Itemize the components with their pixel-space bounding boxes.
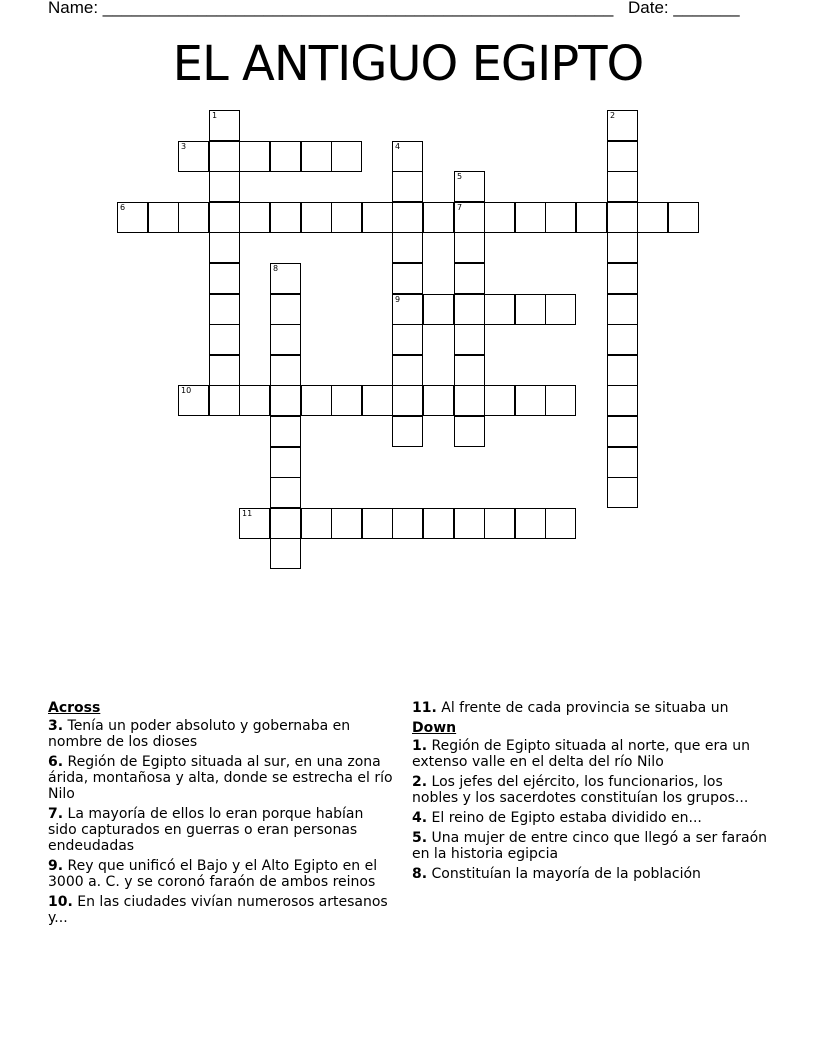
- crossword-cell[interactable]: [545, 385, 576, 416]
- crossword-cell[interactable]: [270, 416, 301, 447]
- clue-text: La mayoría de ellos lo eran porque habían sido capturados en guerras o eran personas endeudadas: [48, 806, 364, 854]
- cell-number: 2: [610, 111, 616, 120]
- crossword-cell[interactable]: [331, 385, 362, 416]
- cell-number: 4: [395, 142, 401, 151]
- clue-across-7: [48, 806, 393, 854]
- crossword-cell[interactable]: [392, 385, 423, 416]
- cell-number: 5: [457, 172, 463, 181]
- cell-number: 6: [120, 203, 126, 212]
- crossword-cell[interactable]: [270, 355, 301, 386]
- crossword-cell[interactable]: [362, 508, 393, 539]
- crossword-cell[interactable]: [270, 141, 301, 172]
- crossword-cell[interactable]: [270, 538, 301, 569]
- crossword-cell[interactable]: [545, 294, 576, 325]
- crossword-cell[interactable]: [209, 294, 240, 325]
- crossword-cell[interactable]: [209, 141, 240, 172]
- crossword-cell[interactable]: [454, 385, 485, 416]
- crossword-cell[interactable]: [607, 447, 638, 478]
- crossword-cell[interactable]: [239, 508, 270, 539]
- crossword-cell[interactable]: [392, 171, 423, 202]
- page-title: EL ANTIGUO EGIPTO: [172, 36, 644, 92]
- crossword-cell[interactable]: [423, 508, 454, 539]
- clue-down-2: [412, 774, 772, 806]
- crossword-cell[interactable]: [209, 324, 240, 355]
- crossword-cell[interactable]: [607, 294, 638, 325]
- crossword-cell[interactable]: [362, 385, 393, 416]
- crossword-cell[interactable]: [607, 385, 638, 416]
- clue-number: 11.: [412, 700, 437, 716]
- crossword-cell[interactable]: [454, 263, 485, 294]
- clue-across-3: [48, 718, 393, 750]
- crossword-cell[interactable]: [607, 355, 638, 386]
- crossword-cell[interactable]: [209, 355, 240, 386]
- clue-number: 9.: [48, 858, 64, 874]
- cell-number: 3: [181, 142, 187, 151]
- clue-text: Al frente de cada provincia se situaba un: [441, 700, 729, 716]
- crossword-cell[interactable]: [362, 202, 393, 233]
- crossword-cell[interactable]: [209, 385, 240, 416]
- clue-across-10: [48, 894, 393, 926]
- clue-number: 10.: [48, 894, 73, 910]
- crossword-cell[interactable]: [209, 171, 240, 202]
- crossword-cell[interactable]: [454, 324, 485, 355]
- clue-number: 3.: [48, 718, 64, 734]
- crossword-cell[interactable]: [392, 416, 423, 447]
- crossword-cell[interactable]: [454, 416, 485, 447]
- crossword-cell[interactable]: [301, 141, 332, 172]
- crossword-cell[interactable]: [454, 171, 485, 202]
- clues-left-column: [48, 700, 393, 930]
- crossword-cell[interactable]: [392, 294, 423, 325]
- crossword-cell[interactable]: [607, 416, 638, 447]
- cell-number: 1: [212, 111, 218, 120]
- down-heading: Down: [412, 720, 457, 736]
- crossword-cell[interactable]: [331, 141, 362, 172]
- crossword-cell[interactable]: [607, 232, 638, 263]
- clue-text: El reino de Egipto estaba dividido en...: [431, 810, 702, 826]
- crossword-cell[interactable]: [392, 202, 423, 233]
- crossword-cell[interactable]: [454, 202, 485, 233]
- clue-down-5: [412, 830, 772, 862]
- name-field-label: Name: ______________________________________________________: [48, 0, 614, 17]
- crossword-cell[interactable]: [270, 508, 301, 539]
- crossword-cell[interactable]: [607, 477, 638, 508]
- clue-text: Tenía un poder absoluto y gobernaba en nombre de los dioses: [48, 718, 351, 750]
- clue-across-11: [412, 700, 772, 716]
- clue-down-4: [412, 810, 772, 826]
- crossword-cell[interactable]: [545, 508, 576, 539]
- crossword-cell[interactable]: [239, 141, 270, 172]
- crossword-cell[interactable]: [607, 263, 638, 294]
- clue-text: Una mujer de entre cinco que llegó a ser faraón en la historia egipcia: [412, 830, 768, 862]
- crossword-cell[interactable]: [209, 110, 240, 141]
- crossword-cell[interactable]: [484, 508, 515, 539]
- cell-number: 10: [181, 386, 192, 395]
- crossword-cell[interactable]: [270, 263, 301, 294]
- clue-number: 5.: [412, 830, 428, 846]
- crossword-cell[interactable]: [270, 324, 301, 355]
- crossword-cell[interactable]: [423, 202, 454, 233]
- crossword-cell[interactable]: [209, 232, 240, 263]
- crossword-cell[interactable]: [239, 202, 270, 233]
- crossword-cell[interactable]: [454, 232, 485, 263]
- crossword-cell[interactable]: [607, 324, 638, 355]
- crossword-cell[interactable]: [454, 508, 485, 539]
- clue-number: 8.: [412, 866, 428, 882]
- crossword-cell[interactable]: [392, 232, 423, 263]
- crossword-cell[interactable]: [515, 385, 546, 416]
- crossword-cell[interactable]: [301, 202, 332, 233]
- crossword-cell[interactable]: [209, 202, 240, 233]
- clue-across-6: [48, 754, 393, 802]
- cell-number: 8: [273, 264, 279, 273]
- crossword-cell[interactable]: [301, 385, 332, 416]
- crossword-cell[interactable]: [515, 294, 546, 325]
- clue-text: Región de Egipto situada al norte, que era un extenso valle en el delta del río Nilo: [412, 738, 750, 770]
- crossword-cell[interactable]: [392, 355, 423, 386]
- clue-number: 1.: [412, 738, 428, 754]
- crossword-cell[interactable]: [454, 355, 485, 386]
- across-heading: Across: [48, 700, 101, 716]
- clue-down-8: [412, 866, 772, 882]
- crossword-cell[interactable]: [331, 202, 362, 233]
- clue-text: Rey que unificó el Bajo y el Alto Egipto en el 3000 a. C. y se coronó faraón de ambos reinos: [48, 858, 378, 890]
- crossword-cell[interactable]: [607, 171, 638, 202]
- clue-text: En las ciudades vivían numerosos artesanos y...: [48, 894, 388, 926]
- crossword-cell[interactable]: [392, 263, 423, 294]
- crossword-cell[interactable]: [545, 202, 576, 233]
- crossword-cell[interactable]: [515, 202, 546, 233]
- crossword-cell[interactable]: [301, 508, 332, 539]
- crossword-cell[interactable]: [637, 202, 668, 233]
- crossword-cell[interactable]: [515, 508, 546, 539]
- crossword-cell[interactable]: [178, 202, 209, 233]
- crossword-cell[interactable]: [148, 202, 179, 233]
- crossword-cell[interactable]: [270, 294, 301, 325]
- crossword-cell[interactable]: [117, 202, 148, 233]
- crossword-cell[interactable]: [178, 141, 209, 172]
- crossword-cell[interactable]: [454, 294, 485, 325]
- crossword-cell[interactable]: [423, 385, 454, 416]
- cell-number: 7: [457, 203, 463, 212]
- crossword-cell[interactable]: [607, 110, 638, 141]
- crossword-cell[interactable]: [392, 324, 423, 355]
- crossword-cell[interactable]: [270, 202, 301, 233]
- crossword-cell[interactable]: [392, 141, 423, 172]
- clue-down-1: [412, 738, 772, 770]
- crossword-cell[interactable]: [270, 385, 301, 416]
- crossword-cell[interactable]: [270, 447, 301, 478]
- clue-text: Los jefes del ejército, los funcionarios, los nobles y los sacerdotes constituían los grupos...: [412, 774, 749, 806]
- crossword-cell[interactable]: [668, 202, 699, 233]
- crossword-cell[interactable]: [209, 263, 240, 294]
- clue-number: 7.: [48, 806, 64, 822]
- crossword-cell[interactable]: [392, 508, 423, 539]
- crossword-cell[interactable]: [239, 385, 270, 416]
- clue-number: 4.: [412, 810, 428, 826]
- crossword-cell[interactable]: [484, 294, 515, 325]
- crossword-cell[interactable]: [607, 202, 638, 233]
- clues-right-column: [412, 700, 772, 886]
- crossword-cell[interactable]: [484, 385, 515, 416]
- cell-number: 9: [395, 295, 401, 304]
- clue-number: 2.: [412, 774, 428, 790]
- date-field-label: Date: _______: [628, 0, 740, 17]
- crossword-cell[interactable]: [270, 477, 301, 508]
- crossword-cell[interactable]: [331, 508, 362, 539]
- clue-text: Constituían la mayoría de la población: [431, 866, 701, 882]
- clue-text: Región de Egipto situada al sur, en una zona árida, montañosa y alta, donde se estrecha el río Nilo: [48, 754, 393, 802]
- crossword-cell[interactable]: [423, 294, 454, 325]
- crossword-cell[interactable]: [576, 202, 607, 233]
- crossword-cell[interactable]: [484, 202, 515, 233]
- clue-across-9: [48, 858, 393, 890]
- cell-number: 11: [242, 509, 253, 518]
- clue-number: 6.: [48, 754, 64, 770]
- crossword-cell[interactable]: [607, 141, 638, 172]
- crossword-cell[interactable]: [178, 385, 209, 416]
